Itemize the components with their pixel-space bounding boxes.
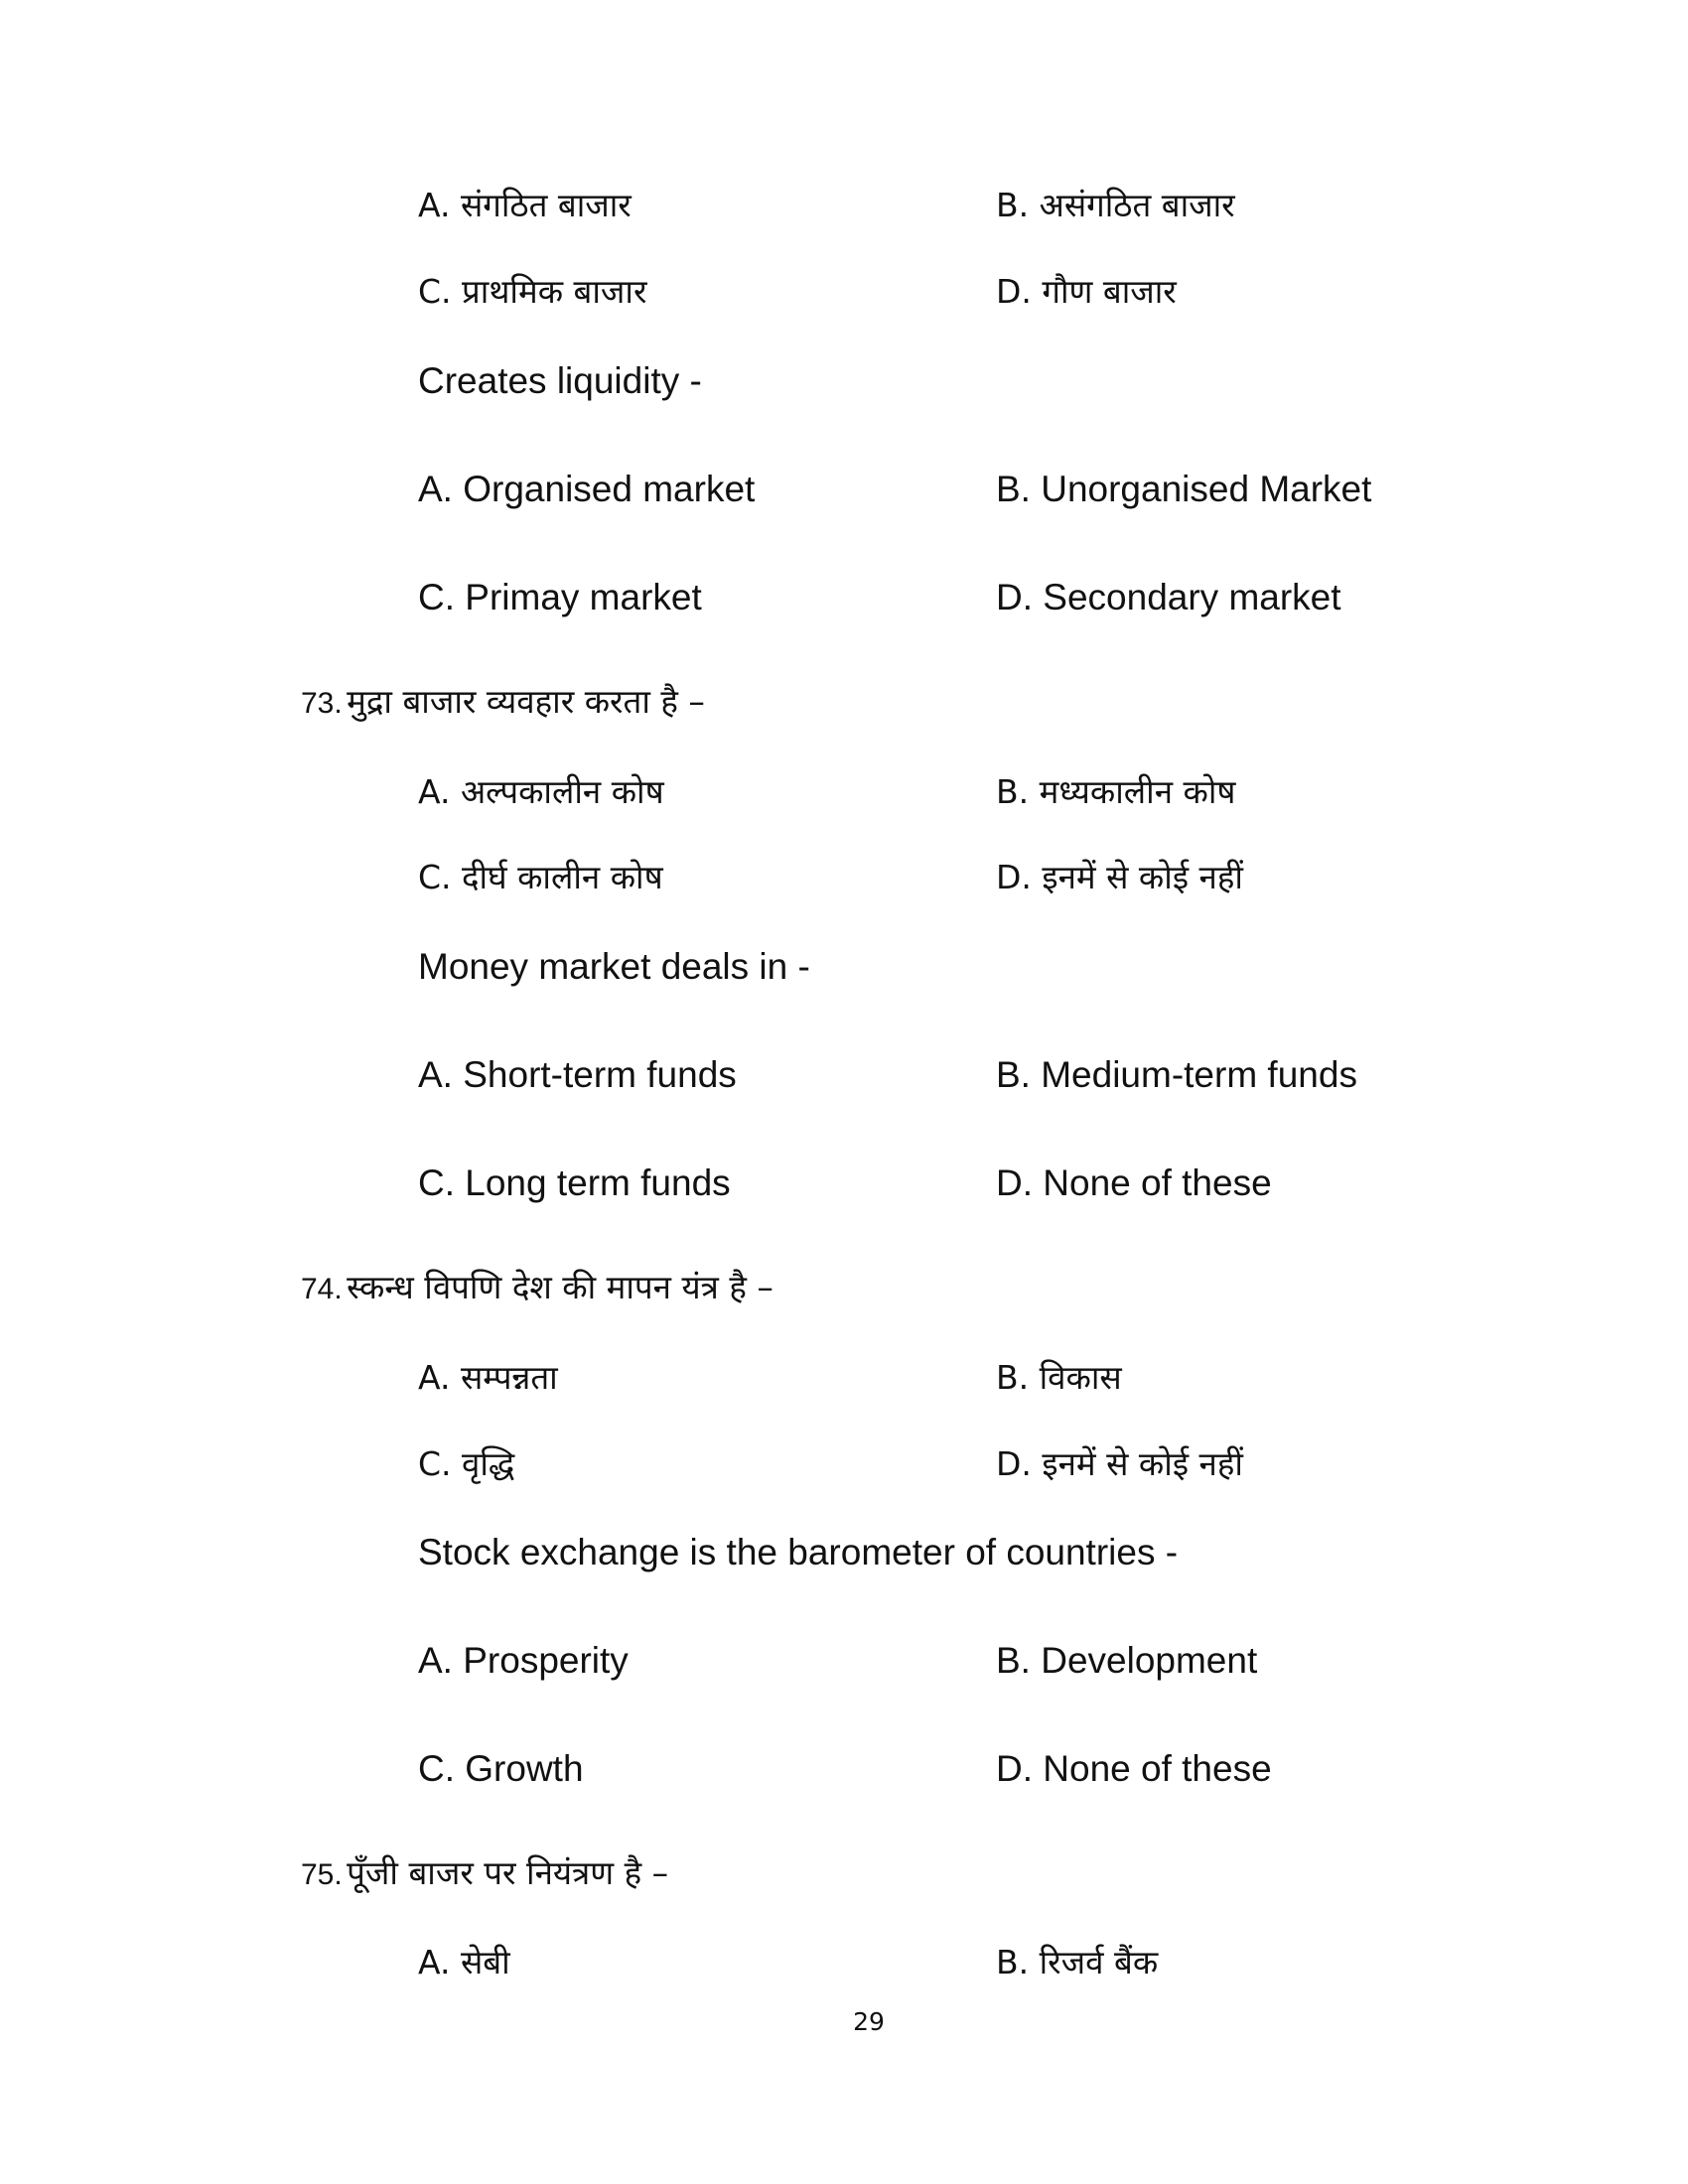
q72-english-option-a: A. Organised market (418, 469, 756, 509)
q74-hindi-question (301, 1268, 774, 1306)
q75-hindi-question (301, 1853, 669, 1892)
q74-hindi-option-a: A. सम्पन्नता (418, 1358, 558, 1397)
q73-english-option-d: D. None of these (996, 1162, 1272, 1203)
q74-hindi-option-c: C. वृद्धि (418, 1444, 515, 1483)
question-number: 73. (301, 687, 343, 720)
q75-hindi-option-b: B. रिजर्व बैंक (996, 1943, 1159, 1981)
q73-hindi-option-c: C. दीर्घ कालीन कोष (418, 858, 663, 896)
q73-english-question: Money market deals in - (418, 946, 810, 987)
question-number: 74. (301, 1273, 343, 1305)
q72-hindi-option-c: C. प्राथमिक बाजार (418, 272, 647, 311)
question-text: मुद्रा बाजार व्यवहार करता है – (347, 682, 705, 721)
question-number: 75. (301, 1858, 343, 1891)
q72-english-question: Creates liquidity - (418, 360, 702, 401)
q72-hindi-option-b: B. असंगठित बाजार (996, 186, 1235, 224)
q74-english-option-a: A. Prosperity (418, 1640, 629, 1681)
q72-english-option-b: B. Unorganised Market (996, 469, 1372, 509)
q72-english-option-c: C. Primay market (418, 577, 702, 617)
q74-english-option-b: B. Development (996, 1640, 1258, 1681)
q72-hindi-option-d: D. गौण बाजार (996, 272, 1177, 311)
q73-hindi-option-a: A. अल्पकालीन कोष (418, 772, 664, 811)
q74-hindi-option-d: D. इनमें से कोई नहीं (996, 1444, 1243, 1483)
q73-hindi-question (301, 682, 705, 721)
q72-hindi-option-a: A. संगठित बाजार (418, 186, 632, 224)
q74-hindi-option-b: B. विकास (996, 1358, 1122, 1397)
q73-hindi-option-d: D. इनमें से कोई नहीं (996, 858, 1243, 896)
q72-english-option-d: D. Secondary market (996, 577, 1341, 617)
q74-english-option-c: C. Growth (418, 1748, 584, 1789)
q73-english-option-c: C. Long term funds (418, 1162, 731, 1203)
question-text: पूँजी बाजर पर नियंत्रण है – (347, 1853, 669, 1892)
q73-english-option-b: B. Medium-term funds (996, 1054, 1357, 1095)
q74-english-question: Stock exchange is the barometer of countries - (418, 1532, 1179, 1572)
q73-hindi-option-b: B. मध्यकालीन कोष (996, 772, 1236, 811)
q73-english-option-a: A. Short-term funds (418, 1054, 737, 1095)
q74-english-option-d: D. None of these (996, 1748, 1272, 1789)
page-number: 29 (853, 2007, 885, 2036)
q75-hindi-option-a: A. सेबी (418, 1943, 510, 1981)
question-text: स्कन्ध विपणि देश की मापन यंत्र है – (347, 1268, 774, 1306)
